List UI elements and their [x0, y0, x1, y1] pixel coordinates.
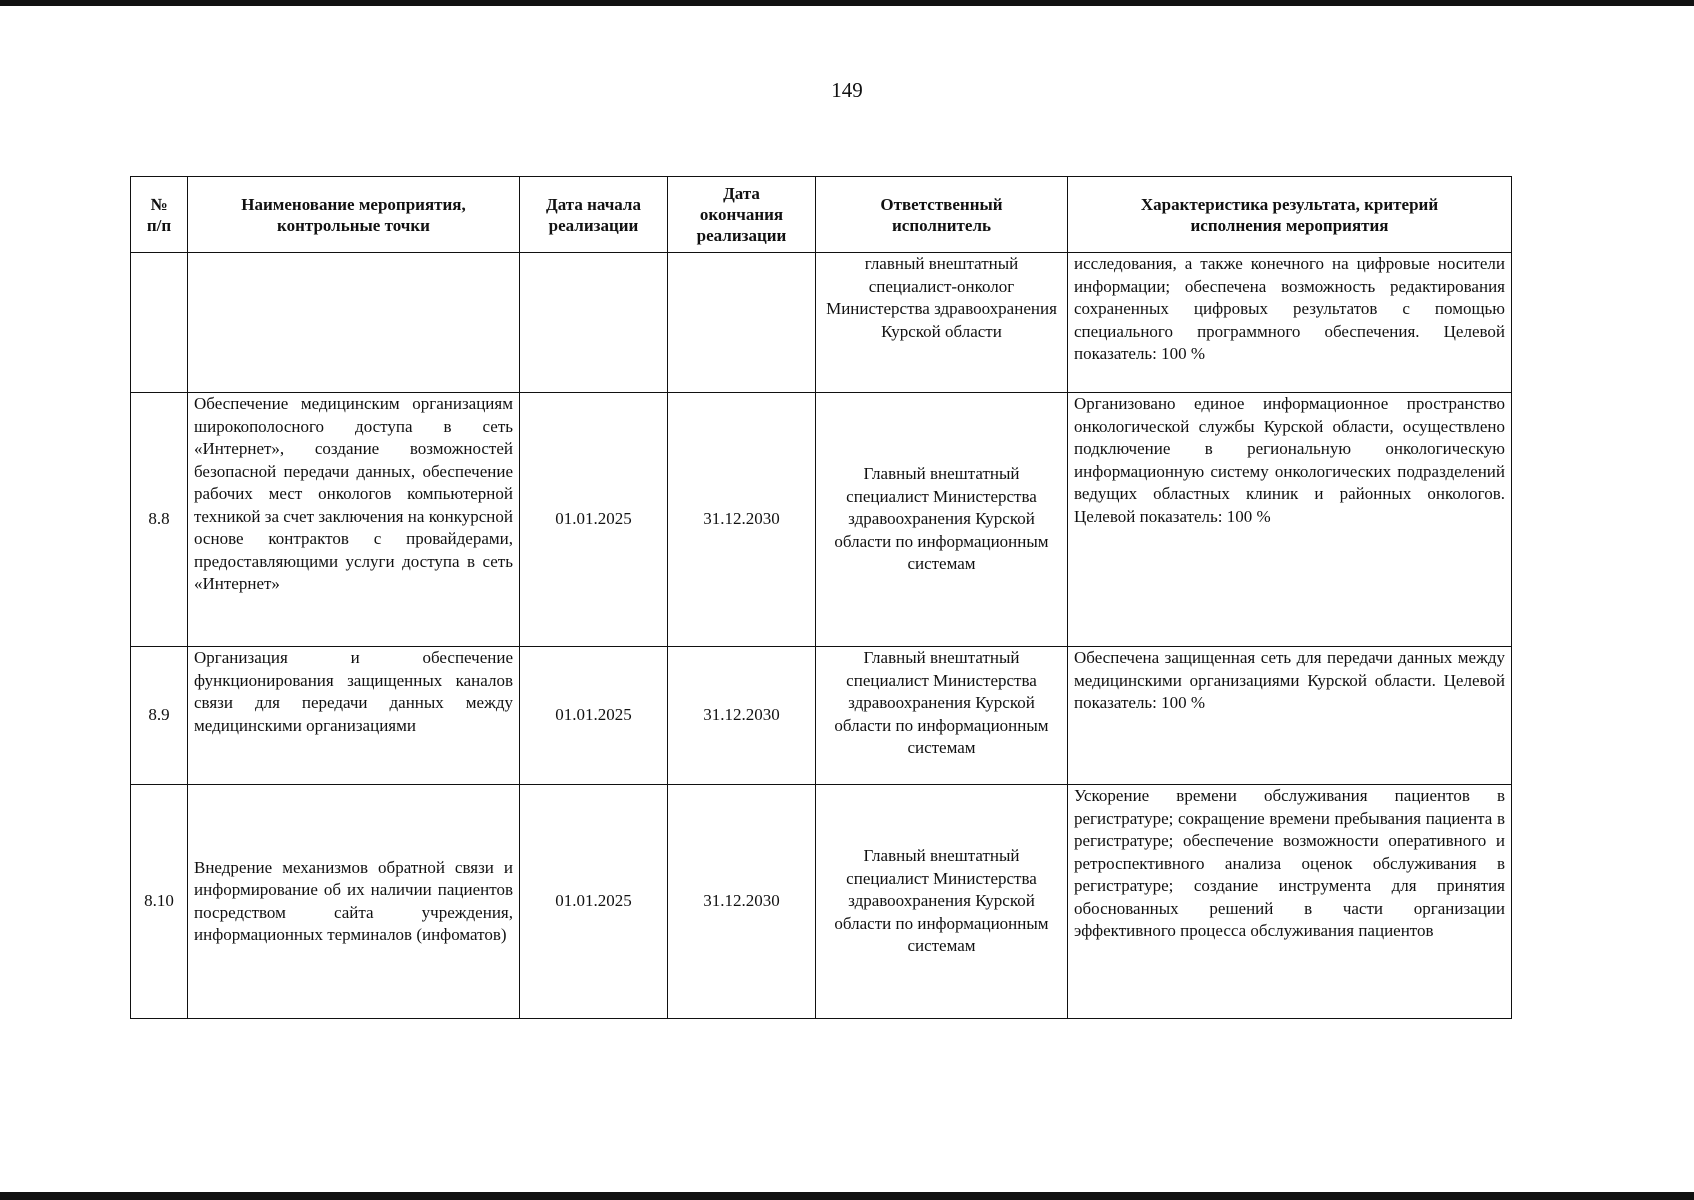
header-result: Характеристика результата, критерий исполнения мероприятия: [1068, 177, 1512, 253]
row-num: 8.10: [131, 785, 188, 1019]
row-end-date: 31.12.2030: [668, 785, 816, 1019]
row-start-date: 01.01.2025: [520, 785, 668, 1019]
row-num: [131, 253, 188, 393]
row-num: 8.9: [131, 647, 188, 785]
header-num: № п/п: [131, 177, 188, 253]
row-start-date: 01.01.2025: [520, 393, 668, 647]
row-result: Ускорение времени обслуживания пациентов в регистратуре; сокращение времени пребывания пациента в регистратуре; обеспечение возможности оперативного и ретроспективного анализа оценок обслуживания в регистратуре; создание инструмента для принятия обоснованных решений в части организации эффективного процесса обслуживания пациентов: [1068, 785, 1512, 1019]
row-name: [188, 253, 520, 393]
row-name: Обеспечение медицинским организациям широкополосного доступа в сеть «Интернет», создание возможностей безопасной передачи данных, обеспечение рабочих мест онкологов компьютерной техникой за счет заключения на конкурсной основе контрактов с провайдерами, предоставляющими услуги доступа в сеть «Интернет»: [188, 393, 520, 647]
row-num: 8.8: [131, 393, 188, 647]
row-executor: главный внештатный специалист-онколог Министерства здравоохранения Курской области: [816, 253, 1068, 393]
row-start-date: [520, 253, 668, 393]
row-end-date: 31.12.2030: [668, 647, 816, 785]
header-executor: Ответственный исполнитель: [816, 177, 1068, 253]
header-end-date: Дата окончания реализации: [668, 177, 816, 253]
row-start-date: 01.01.2025: [520, 647, 668, 785]
row-result: Обеспечена защищенная сеть для передачи данных между медицинскими организациями Курской области. Целевой показатель: 100 %: [1068, 647, 1512, 785]
row-end-date: [668, 253, 816, 393]
row-executor: Главный внештатный специалист Министерства здравоохранения Курской области по информационным системам: [816, 647, 1068, 785]
header-start-date: Дата начала реализации: [520, 177, 668, 253]
row-executor: Главный внештатный специалист Министерства здравоохранения Курской области по информационным системам: [816, 785, 1068, 1019]
row-name: Внедрение механизмов обратной связи и информирование об их наличии пациентов посредством сайта учреждения, информационных терминалов (инфоматов): [188, 785, 520, 1019]
table-row: [131, 393, 1512, 647]
table-header-row: [131, 177, 1512, 253]
scan-bottom-edge: [0, 1192, 1694, 1200]
row-name: Организация и обеспечение функционирования защищенных каналов связи для передачи данных между медицинскими организациями: [188, 647, 520, 785]
table-row: [131, 253, 1512, 393]
scan-top-edge: [0, 0, 1694, 6]
events-table: [130, 176, 1512, 1019]
table-row: [131, 785, 1512, 1019]
row-executor: Главный внештатный специалист Министерства здравоохранения Курской области по информационным системам: [816, 393, 1068, 647]
row-result: исследования, а также конечного на цифровые носители информации; обеспечена возможность редактирования сохраненных цифровых результатов с помощью специального программного обеспечения. Целевой показатель: 100 %: [1068, 253, 1512, 393]
table-row: [131, 647, 1512, 785]
row-end-date: 31.12.2030: [668, 393, 816, 647]
page-number: 149: [831, 78, 863, 102]
row-result: Организовано единое информационное пространство онкологической службы Курской области, осуществлено подключение в региональную онкологическую информационную систему онкологических подразделений ведущих областных клиник и районных онкологов. Целевой показатель: 100 %: [1068, 393, 1512, 647]
header-name: Наименование мероприятия, контрольные точки: [188, 177, 520, 253]
